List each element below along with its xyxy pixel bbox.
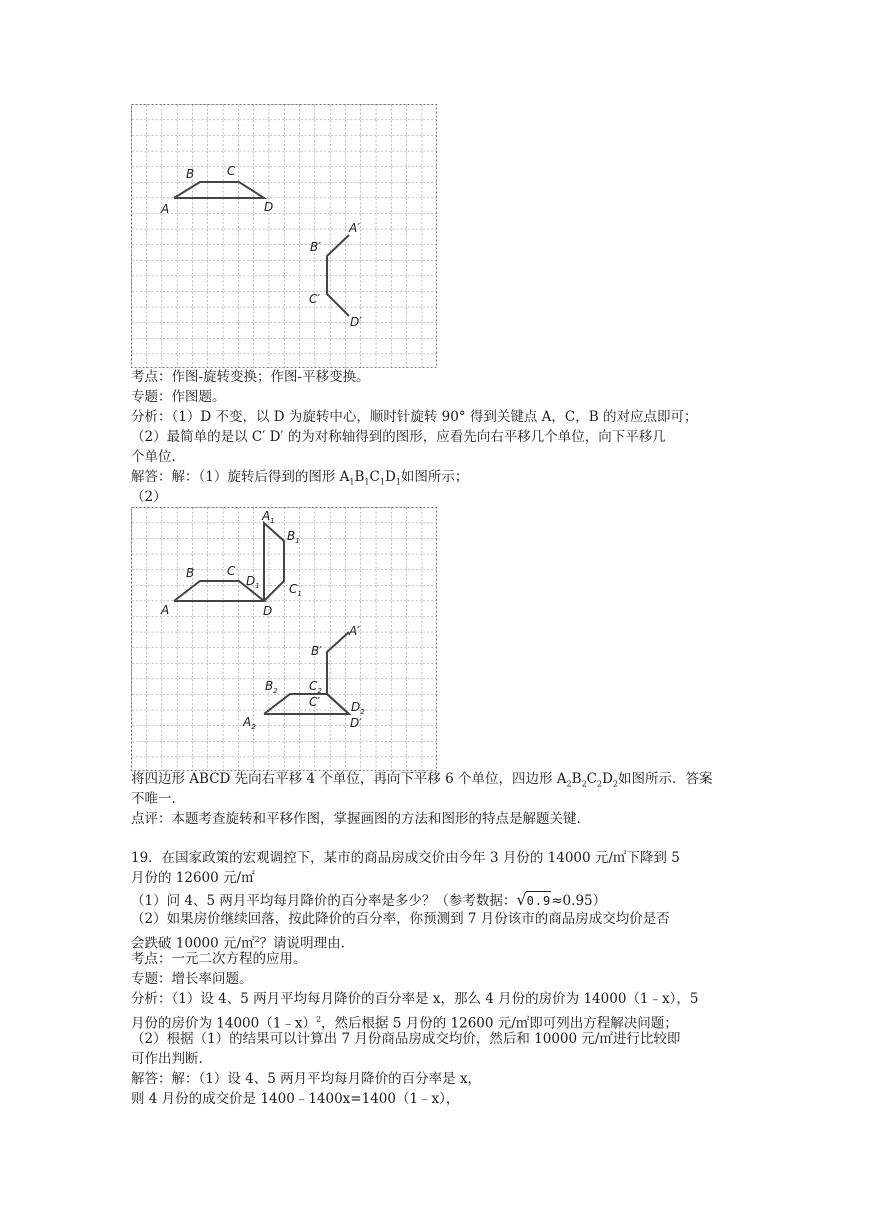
label-A-prime: A′ [349, 624, 360, 638]
label-A-prime: A′ [349, 221, 360, 235]
label-D-prime: D′ [350, 716, 362, 730]
q19-part-2b: 会跌破 10000 元/㎡$^2$？请说明理由. [131, 935, 345, 952]
label-D1: $D_1$ [246, 574, 260, 590]
q19-kaodian: 考点：一元二次方程的应用。 [131, 951, 307, 967]
q18-zhuanti: 专题：作图题。 [131, 389, 226, 405]
q18-jieda-2: （2） [131, 489, 167, 505]
label-C-prime: C′ [309, 695, 321, 709]
q19-fenxi-3: （2）根据（1）的结果可以计算出 7 月份商品房成交均价，然后和 10000 元/㎡进行比较即 [131, 1031, 681, 1047]
q19-part-1: （1）问 4、5 两月平均每月降价的百分率是多少？（参考数据：√0.9≈0.95） [131, 890, 607, 909]
figure-1-grid [131, 104, 437, 368]
label-C1: $C_1$ [289, 582, 302, 598]
q19-jieda-1: 解答：解：（1）设 4、5 两月平均每月降价的百分率是 x， [131, 1071, 482, 1087]
q19-part-2a: （2）如果房价继续回落，按此降价的百分率，你预测到 7 月份该市的商品房成交均价是否 [131, 911, 670, 927]
q18-fenxi-2a: （2）最简单的是以 C′ D′ 的为对称轴得到的图形，应看先向右平移几个单位，向下平移几 [131, 429, 666, 445]
q19-stem-1: 19．在国家政策的宏观调控下，某市的商品房成交价由今年 3 月份的 14000 元/㎡下降到 5 [131, 850, 680, 866]
q18-dianping: 点评：本题考查旋转和平移作图，掌握画图的方法和图形的特点是解题关键. [131, 811, 581, 827]
label-B1: $B_1$ [287, 529, 300, 545]
q19-stem-2: 月份的 12600 元/㎡ [131, 870, 255, 886]
label-A1: $A_1$ [262, 509, 275, 525]
q18-fenxi-1: 分析：（1）D 不变，以 D 为旋转中心，顺时针旋转 90° 得到关键点 A，C，B 的对应点即可； [131, 409, 698, 425]
label-B: B [186, 167, 195, 181]
label-D2: $D_2$ [351, 700, 365, 716]
label-D: D [263, 604, 273, 618]
label-B: B [186, 566, 195, 580]
label-D-prime: D′ [350, 315, 362, 329]
label-C: C [227, 164, 236, 178]
q18-translate-2: 不唯一. [131, 791, 176, 807]
label-B-prime: B′ [311, 644, 322, 658]
q18-jieda-1: 解答：解：（1）旋转后得到的图形 $A_1B_1C_1D_1$如图所示； [131, 469, 469, 487]
q19-jieda-2: 则 4 月份的成交价是 1400﹣1400x=1400（1﹣x）， [131, 1091, 460, 1107]
label-A: A [161, 603, 170, 617]
q18-kaodian: 考点：作图-旋转变换；作图-平移变换。 [131, 369, 370, 385]
label-D: D [264, 200, 274, 214]
label-C-prime: C′ [309, 292, 321, 306]
q18-translate-1: 将四边形 ABCD 先向右平移 4 个单位，再向下平移 6 个单位，四边形 $A_2B_2C_2D_2$如图所示．答案 [131, 771, 713, 789]
label-C: C [227, 564, 236, 578]
figure-2-grid [131, 507, 437, 771]
q19-fenxi-4: 可作出判断. [131, 1051, 203, 1067]
label-B-prime: B′ [310, 240, 321, 254]
label-A: A [161, 202, 170, 216]
q18-fenxi-2b: 个单位. [131, 449, 176, 465]
q19-fenxi-1: 分析：（1）设 4、5 两月平均每月降价的百分率是 x，那么 4 月份的房价为 14000（1﹣x），5 [131, 991, 699, 1007]
label-B2: $B_2$ [265, 679, 278, 695]
q19-fenxi-2: 月份的房价为 14000（1﹣x）$^2$，然后根据 5 月份的 12600 元/㎡即可列出方程解决问题； [131, 1015, 678, 1032]
q19-zhuanti: 专题：增长率问题。 [131, 971, 253, 987]
label-A2: $A_2$ [243, 715, 256, 731]
label-C2: $C_2$ [309, 679, 322, 695]
